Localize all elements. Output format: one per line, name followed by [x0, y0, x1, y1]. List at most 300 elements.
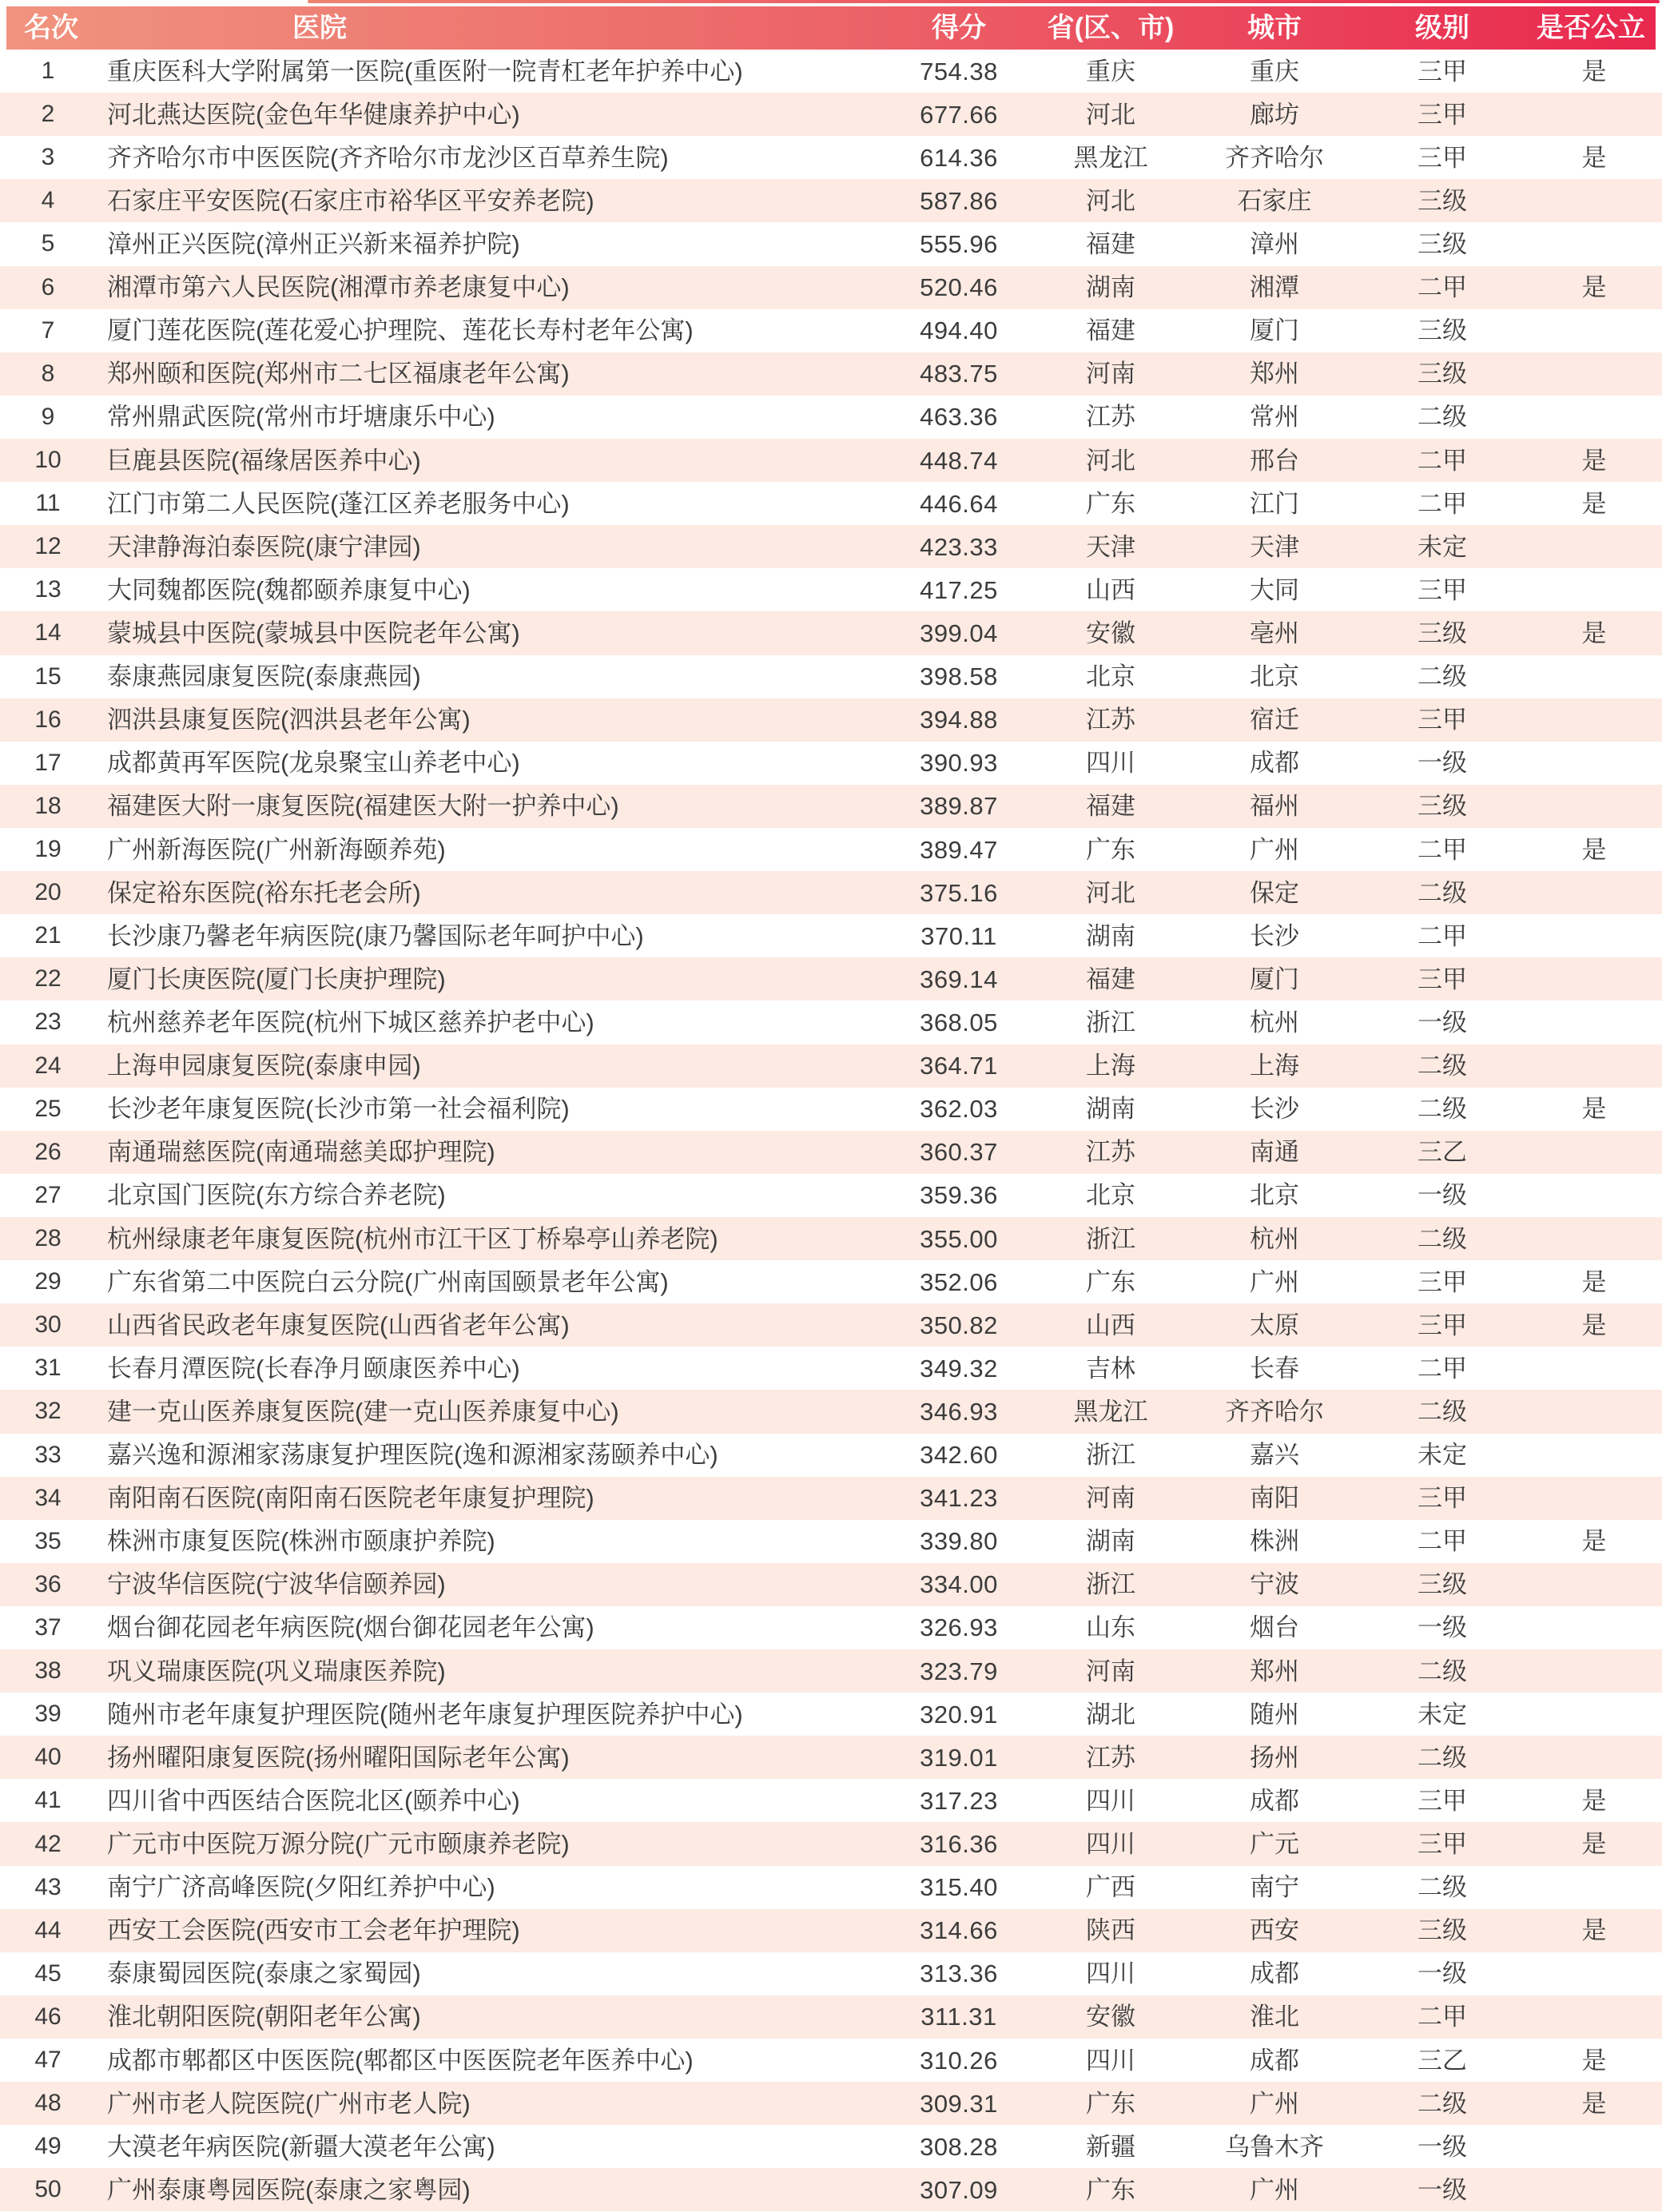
level-cell: 未定	[1417, 1700, 1467, 1729]
score-cell: 349.32	[920, 1354, 998, 1382]
score-cell: 355.00	[920, 1224, 998, 1253]
rank-cell: 44	[34, 1916, 62, 1943]
province-cell: 四川	[1086, 1959, 1135, 1988]
province-cell: 广东	[1086, 2175, 1135, 2204]
score-cell: 399.04	[920, 619, 998, 647]
score-cell: 310.26	[920, 2046, 998, 2075]
province-cell: 广东	[1086, 1267, 1135, 1296]
level-cell: 二甲	[1417, 1527, 1467, 1556]
score-cell: 520.46	[920, 273, 998, 302]
hospital-name-cell: 泰康蜀园医院(泰康之家蜀园)	[107, 1959, 421, 1988]
score-cell: 326.93	[920, 1613, 998, 1642]
city-cell: 广州	[1250, 2175, 1299, 2204]
level-cell: 一级	[1417, 749, 1467, 778]
city-cell: 宿迁	[1250, 706, 1299, 734]
province-cell: 黑龙江	[1073, 1397, 1148, 1426]
public-cell: 是	[1581, 2046, 1607, 2075]
city-cell: 广州	[1250, 835, 1299, 864]
city-cell: 南宁	[1250, 1873, 1299, 1902]
province-cell: 四川	[1086, 749, 1135, 778]
hospital-name-cell: 广州市老人院医院(广州市老人院)	[107, 2089, 471, 2118]
table-row	[0, 655, 1662, 698]
score-cell: 364.71	[920, 1052, 998, 1080]
table-row	[0, 1909, 1662, 1952]
rank-cell: 31	[34, 1355, 62, 1382]
level-cell: 三甲	[1417, 100, 1467, 129]
hospital-name-cell: 广元市中医院万源分院(广元市颐康养老院)	[107, 1830, 570, 1859]
level-cell: 三级	[1417, 360, 1467, 388]
hospital-name-cell: 保定裕东医院(裕东托老会所)	[107, 878, 421, 907]
score-cell: 342.60	[920, 1441, 998, 1470]
table-body	[0, 50, 1662, 2211]
hospital-name-cell: 广东省第二中医院白云分院(广州南国颐景老年公寓)	[107, 1267, 669, 1296]
city-cell: 长春	[1250, 1354, 1299, 1382]
hospital-name-cell: 山西省民政老年康复医院(山西省老年公寓)	[107, 1311, 570, 1339]
score-cell: 417.25	[920, 575, 998, 604]
table-row	[0, 1563, 1662, 1606]
city-cell: 淮北	[1250, 2003, 1299, 2031]
rank-cell: 38	[34, 1657, 62, 1685]
public-cell: 是	[1581, 57, 1607, 86]
level-cell: 三甲	[1417, 143, 1467, 172]
hospital-name-cell: 成都市郫都区中医医院(郫都区中医医院老年医养中心)	[107, 2046, 694, 2075]
public-cell: 是	[1581, 273, 1607, 302]
rank-cell: 25	[34, 1095, 62, 1122]
province-cell: 江苏	[1086, 403, 1135, 432]
province-cell: 新疆	[1086, 2132, 1135, 2161]
province-cell: 江苏	[1086, 706, 1135, 734]
city-cell: 杭州	[1250, 1224, 1299, 1253]
level-cell: 三级	[1417, 316, 1467, 345]
hospital-name-cell: 杭州慈养老年医院(杭州下城区慈养护老中心)	[107, 1008, 594, 1036]
table-row	[0, 1649, 1662, 1693]
level-cell: 二级	[1417, 403, 1467, 432]
hospital-name-cell: 泰康燕园康复医院(泰康燕园)	[107, 662, 421, 691]
hospital-name-cell: 泗洪县康复医院(泗洪县老年公寓)	[107, 706, 471, 734]
rank-cell: 12	[34, 533, 62, 560]
province-cell: 山西	[1086, 575, 1135, 604]
city-cell: 江门	[1250, 489, 1299, 518]
rank-cell: 41	[34, 1787, 62, 1814]
level-cell: 未定	[1417, 1441, 1467, 1470]
province-cell: 河北	[1086, 186, 1135, 215]
hospital-name-cell: 江门市第二人民医院(蓬江区养老服务中心)	[107, 489, 570, 518]
rank-cell: 21	[34, 922, 62, 949]
city-cell: 郑州	[1250, 360, 1299, 388]
level-cell: 一级	[1417, 2175, 1467, 2204]
level-cell: 三甲	[1417, 1484, 1467, 1513]
city-cell: 太原	[1250, 1311, 1299, 1339]
hospital-name-cell: 烟台御花园老年病医院(烟台御花园老年公寓)	[107, 1613, 594, 1642]
province-cell: 安徽	[1086, 619, 1135, 647]
rank-cell: 45	[34, 1959, 62, 1987]
table-row	[0, 1693, 1662, 1736]
table-row	[0, 1520, 1662, 1563]
province-cell: 陕西	[1086, 1916, 1135, 1945]
city-cell: 北京	[1250, 1181, 1299, 1210]
column-header-city: 城市	[1247, 13, 1302, 43]
province-cell: 浙江	[1086, 1441, 1135, 1470]
rank-cell: 50	[34, 2176, 62, 2203]
city-cell: 成都	[1250, 1959, 1299, 1988]
table-row	[0, 1088, 1662, 1131]
score-cell: 446.64	[920, 489, 998, 518]
level-cell: 二级	[1417, 878, 1467, 907]
score-cell: 614.36	[920, 143, 998, 172]
level-cell: 三级	[1417, 1916, 1467, 1945]
public-cell: 是	[1581, 1527, 1607, 1556]
column-header-level: 级别	[1415, 13, 1469, 43]
rank-cell: 14	[34, 619, 62, 646]
hospital-name-cell: 齐齐哈尔市中医医院(齐齐哈尔市龙沙区百草养生院)	[107, 143, 669, 172]
table-row	[0, 568, 1662, 611]
table-row	[0, 742, 1662, 785]
level-cell: 三乙	[1417, 1138, 1467, 1167]
level-cell: 未定	[1417, 532, 1467, 561]
hospital-name-cell: 重庆医科大学附属第一医院(重医附一院青杠老年护养中心)	[107, 57, 743, 86]
rank-cell: 46	[34, 2003, 62, 2030]
table-row	[0, 1952, 1662, 1995]
hospital-name-cell: 广州泰康粤园医院(泰康之家粤园)	[107, 2175, 471, 2204]
score-cell: 754.38	[920, 57, 998, 86]
rank-cell: 43	[34, 1873, 62, 1900]
level-cell: 三甲	[1417, 965, 1467, 993]
score-cell: 389.47	[920, 835, 998, 864]
hospital-name-cell: 常州鼎武医院(常州市圩塘康乐中心)	[107, 403, 495, 432]
city-cell: 成都	[1250, 2046, 1299, 2075]
table-row	[0, 1174, 1662, 1217]
top-edge-strip	[308, 0, 1660, 3]
city-cell: 株洲	[1250, 1527, 1299, 1556]
rank-cell: 29	[34, 1268, 62, 1295]
level-cell: 二级	[1417, 1224, 1467, 1253]
level-cell: 一级	[1417, 1613, 1467, 1642]
rank-cell: 19	[34, 836, 62, 863]
score-cell: 323.79	[920, 1657, 998, 1685]
level-cell: 二级	[1417, 2089, 1467, 2118]
score-cell: 394.88	[920, 706, 998, 734]
level-cell: 三甲	[1417, 1311, 1467, 1339]
rank-cell: 3	[41, 144, 55, 171]
table-row	[0, 1606, 1662, 1649]
table-row	[0, 1736, 1662, 1779]
city-cell: 随州	[1250, 1700, 1299, 1729]
score-cell: 307.09	[920, 2175, 998, 2204]
public-cell: 是	[1581, 446, 1607, 475]
rank-cell: 9	[41, 403, 55, 430]
table-row	[0, 1131, 1662, 1174]
score-cell: 313.36	[920, 1959, 998, 1988]
hospital-name-cell: 广州新海医院(广州新海颐养苑)	[107, 835, 446, 864]
city-cell: 南通	[1250, 1138, 1299, 1167]
table-row	[0, 222, 1662, 265]
province-cell: 吉林	[1086, 1354, 1135, 1382]
level-cell: 三级	[1417, 619, 1467, 647]
rank-cell: 15	[34, 662, 62, 690]
rank-cell: 40	[34, 1744, 62, 1771]
province-cell: 四川	[1086, 1786, 1135, 1815]
city-cell: 天津	[1250, 532, 1299, 561]
column-header-rank: 名次	[24, 13, 78, 43]
table-row	[0, 396, 1662, 439]
table-row	[0, 1303, 1662, 1347]
hospital-name-cell: 湘潭市第六人民医院(湘潭市养老康复中心)	[107, 273, 570, 302]
rank-cell: 49	[34, 2133, 62, 2160]
province-cell: 天津	[1086, 532, 1135, 561]
hospital-name-cell: 大漠老年病医院(新疆大漠老年公寓)	[107, 2132, 495, 2161]
score-cell: 369.14	[920, 965, 998, 993]
city-cell: 石家庄	[1237, 186, 1312, 215]
level-cell: 二甲	[1417, 835, 1467, 864]
city-cell: 烟台	[1250, 1613, 1299, 1642]
score-cell: 314.66	[920, 1916, 998, 1945]
hospital-name-cell: 漳州正兴医院(漳州正兴新来福养护院)	[107, 229, 520, 258]
level-cell: 二级	[1417, 1657, 1467, 1685]
province-cell: 重庆	[1086, 57, 1135, 86]
table-row	[0, 50, 1662, 93]
city-cell: 宁波	[1250, 1570, 1299, 1599]
rank-cell: 18	[34, 792, 62, 819]
table-row	[0, 1260, 1662, 1303]
rank-cell: 6	[41, 273, 55, 300]
table-row	[0, 871, 1662, 914]
province-cell: 广东	[1086, 835, 1135, 864]
table-row	[0, 1477, 1662, 1520]
city-cell: 重庆	[1250, 57, 1299, 86]
score-cell: 494.40	[920, 316, 998, 345]
hospital-name-cell: 厦门莲花医院(莲花爱心护理院、莲花长寿村老年公寓)	[107, 316, 694, 345]
city-cell: 上海	[1250, 1052, 1299, 1080]
table-row	[0, 1044, 1662, 1088]
hospital-name-cell: 天津静海泊泰医院(康宁津园)	[107, 532, 421, 561]
table-row	[0, 266, 1662, 309]
table-row	[0, 93, 1662, 136]
score-cell: 317.23	[920, 1786, 998, 1815]
hospital-name-cell: 大同魏都医院(魏都颐养康复中心)	[107, 575, 471, 604]
city-cell: 长沙	[1250, 921, 1299, 950]
hospital-name-cell: 蒙城县中医院(蒙城县中医院老年公寓)	[107, 619, 520, 647]
level-cell: 二甲	[1417, 1354, 1467, 1382]
public-cell: 是	[1581, 489, 1607, 518]
table-row	[0, 1434, 1662, 1477]
province-cell: 四川	[1086, 1830, 1135, 1859]
table-row	[0, 1347, 1662, 1390]
province-cell: 安徽	[1086, 2003, 1135, 2031]
score-cell: 352.06	[920, 1267, 998, 1296]
column-header-score: 得分	[932, 13, 986, 43]
city-cell: 扬州	[1250, 1743, 1299, 1772]
table-row	[0, 2125, 1662, 2168]
score-cell: 398.58	[920, 662, 998, 691]
province-cell: 湖南	[1086, 921, 1135, 950]
table-row	[0, 957, 1662, 1001]
score-cell: 309.31	[920, 2089, 998, 2118]
level-cell: 二甲	[1417, 489, 1467, 518]
province-cell: 江苏	[1086, 1138, 1135, 1167]
score-cell: 587.86	[920, 186, 998, 215]
hospital-name-cell: 巨鹿县医院(福缘居医养中心)	[107, 446, 421, 475]
city-cell: 福州	[1250, 792, 1299, 821]
table-row	[0, 482, 1662, 525]
public-cell: 是	[1581, 1095, 1607, 1124]
province-cell: 福建	[1086, 229, 1135, 258]
hospital-name-cell: 巩义瑞康医院(巩义瑞康医养院)	[107, 1657, 446, 1685]
province-cell: 河南	[1086, 1484, 1135, 1513]
rank-cell: 16	[34, 706, 62, 733]
rank-cell: 5	[41, 230, 55, 257]
score-cell: 339.80	[920, 1527, 998, 1556]
hospital-name-cell: 宁波华信医院(宁波华信颐养园)	[107, 1570, 446, 1599]
table-row	[0, 2168, 1662, 2211]
hospital-name-cell: 河北燕达医院(金色年华健康养护中心)	[107, 100, 520, 129]
city-cell: 亳州	[1250, 619, 1299, 647]
city-cell: 厦门	[1250, 965, 1299, 993]
score-cell: 362.03	[920, 1095, 998, 1124]
score-cell: 463.36	[920, 403, 998, 432]
province-cell: 北京	[1086, 662, 1135, 691]
score-cell: 316.36	[920, 1830, 998, 1859]
province-cell: 广东	[1086, 2089, 1135, 2118]
table-row	[0, 1390, 1662, 1433]
city-cell: 郑州	[1250, 1657, 1299, 1685]
table-row	[0, 525, 1662, 568]
city-cell: 保定	[1250, 878, 1299, 907]
rank-cell: 22	[34, 965, 62, 993]
public-cell: 是	[1581, 2089, 1607, 2118]
city-cell: 杭州	[1250, 1008, 1299, 1036]
hospital-name-cell: 郑州颐和医院(郑州市二七区福康老年公寓)	[107, 360, 570, 388]
public-cell: 是	[1581, 1786, 1607, 1815]
score-cell: 370.11	[920, 921, 997, 950]
province-cell: 山西	[1086, 1311, 1135, 1339]
hospital-name-cell: 长春月潭医院(长春净月颐康医养中心)	[107, 1354, 520, 1382]
hospital-name-cell: 成都黄再军医院(龙泉聚宝山养老中心)	[107, 749, 520, 778]
score-cell: 390.93	[920, 749, 998, 778]
table-row	[0, 828, 1662, 871]
province-cell: 河北	[1086, 446, 1135, 475]
level-cell: 三甲	[1417, 1830, 1467, 1859]
level-cell: 二甲	[1417, 921, 1467, 950]
hospital-name-cell: 杭州绿康老年康复医院(杭州市江干区丁桥皋亭山养老院)	[107, 1224, 718, 1253]
hospital-name-cell: 建一克山医养康复医院(建一克山医养康复中心)	[107, 1397, 619, 1426]
public-cell: 是	[1581, 143, 1607, 172]
hospital-name-cell: 株洲市康复医院(株洲市颐康护养院)	[107, 1527, 495, 1556]
province-cell: 河北	[1086, 100, 1135, 129]
hospital-name-cell: 西安工会医院(西安市工会老年护理院)	[107, 1916, 520, 1945]
public-cell: 是	[1581, 835, 1607, 864]
city-cell: 大同	[1250, 575, 1299, 604]
city-cell: 齐齐哈尔	[1225, 143, 1324, 172]
rank-cell: 11	[35, 490, 61, 517]
rank-cell: 36	[34, 1570, 62, 1597]
level-cell: 二级	[1417, 1095, 1467, 1124]
hospital-name-cell: 南宁广济高峰医院(夕阳红养护中心)	[107, 1873, 495, 1902]
city-cell: 漳州	[1250, 229, 1299, 258]
hospital-name-cell: 南阳南石医院(南阳南石医院老年康复护理院)	[107, 1484, 594, 1513]
rank-cell: 48	[34, 2090, 62, 2117]
rank-cell: 33	[34, 1441, 62, 1468]
public-cell: 是	[1581, 619, 1607, 647]
province-cell: 福建	[1086, 965, 1135, 993]
level-cell: 二级	[1417, 1743, 1467, 1772]
hospital-name-cell: 南通瑞慈医院(南通瑞慈美邸护理院)	[107, 1138, 495, 1167]
city-cell: 湘潭	[1250, 273, 1299, 302]
table-row	[0, 1995, 1662, 2039]
table-row	[0, 1217, 1662, 1260]
score-cell: 350.82	[920, 1311, 998, 1339]
province-cell: 浙江	[1086, 1008, 1135, 1036]
rank-cell: 20	[34, 879, 62, 906]
score-cell: 359.36	[920, 1181, 998, 1210]
score-cell: 311.31	[920, 2003, 997, 2031]
rank-cell: 26	[34, 1138, 62, 1165]
city-cell: 乌鲁木齐	[1225, 2132, 1324, 2161]
public-cell: 是	[1581, 1311, 1607, 1339]
table-row	[0, 785, 1662, 828]
level-cell: 二级	[1417, 1052, 1467, 1080]
public-cell: 是	[1581, 1830, 1607, 1859]
score-cell: 368.05	[920, 1008, 998, 1036]
province-cell: 广西	[1086, 1873, 1135, 1902]
score-cell: 346.93	[920, 1397, 998, 1426]
table-row	[0, 611, 1662, 654]
score-cell: 319.01	[920, 1743, 998, 1772]
province-cell: 黑龙江	[1073, 143, 1148, 172]
public-cell: 是	[1581, 1267, 1607, 1296]
table-header	[6, 6, 1656, 50]
city-cell: 邢台	[1250, 446, 1299, 475]
hospital-name-cell: 淮北朝阳医院(朝阳老年公寓)	[107, 2003, 421, 2031]
level-cell: 一级	[1417, 1181, 1467, 1210]
rank-cell: 4	[41, 187, 55, 214]
level-cell: 一级	[1417, 2132, 1467, 2161]
hospital-name-cell: 扬州曜阳康复医院(扬州曜阳国际老年公寓)	[107, 1743, 570, 1772]
province-cell: 江苏	[1086, 1743, 1135, 1772]
table-row	[0, 1866, 1662, 1909]
province-cell: 浙江	[1086, 1570, 1135, 1599]
province-cell: 湖北	[1086, 1700, 1135, 1729]
table-row	[0, 1822, 1662, 1865]
province-cell: 浙江	[1086, 1224, 1135, 1253]
rank-cell: 10	[34, 447, 62, 474]
province-cell: 福建	[1086, 792, 1135, 821]
score-cell: 483.75	[920, 360, 998, 388]
rank-cell: 47	[34, 2047, 62, 2074]
score-cell: 448.74	[920, 446, 998, 475]
level-cell: 三甲	[1417, 1267, 1467, 1296]
rank-cell: 30	[34, 1311, 62, 1339]
rank-cell: 34	[34, 1484, 62, 1511]
score-cell: 341.23	[920, 1484, 998, 1513]
rank-cell: 2	[41, 101, 55, 128]
province-cell: 广东	[1086, 489, 1135, 518]
level-cell: 三甲	[1417, 575, 1467, 604]
rank-cell: 27	[34, 1181, 62, 1208]
score-cell: 320.91	[920, 1700, 998, 1729]
score-cell: 360.37	[920, 1138, 998, 1167]
score-cell: 423.33	[920, 532, 998, 561]
table-row	[0, 914, 1662, 957]
level-cell: 三甲	[1417, 57, 1467, 86]
province-cell: 河南	[1086, 1657, 1135, 1685]
hospital-name-cell: 长沙老年康复医院(长沙市第一社会福利院)	[107, 1095, 570, 1124]
level-cell: 二级	[1417, 1873, 1467, 1902]
city-cell: 厦门	[1250, 316, 1299, 345]
province-cell: 湖南	[1086, 273, 1135, 302]
hospital-name-cell: 上海申园康复医院(泰康申园)	[107, 1052, 421, 1080]
hospital-name-cell: 四川省中西医结合医院北区(颐养中心)	[107, 1786, 520, 1815]
level-cell: 三级	[1417, 1570, 1467, 1599]
